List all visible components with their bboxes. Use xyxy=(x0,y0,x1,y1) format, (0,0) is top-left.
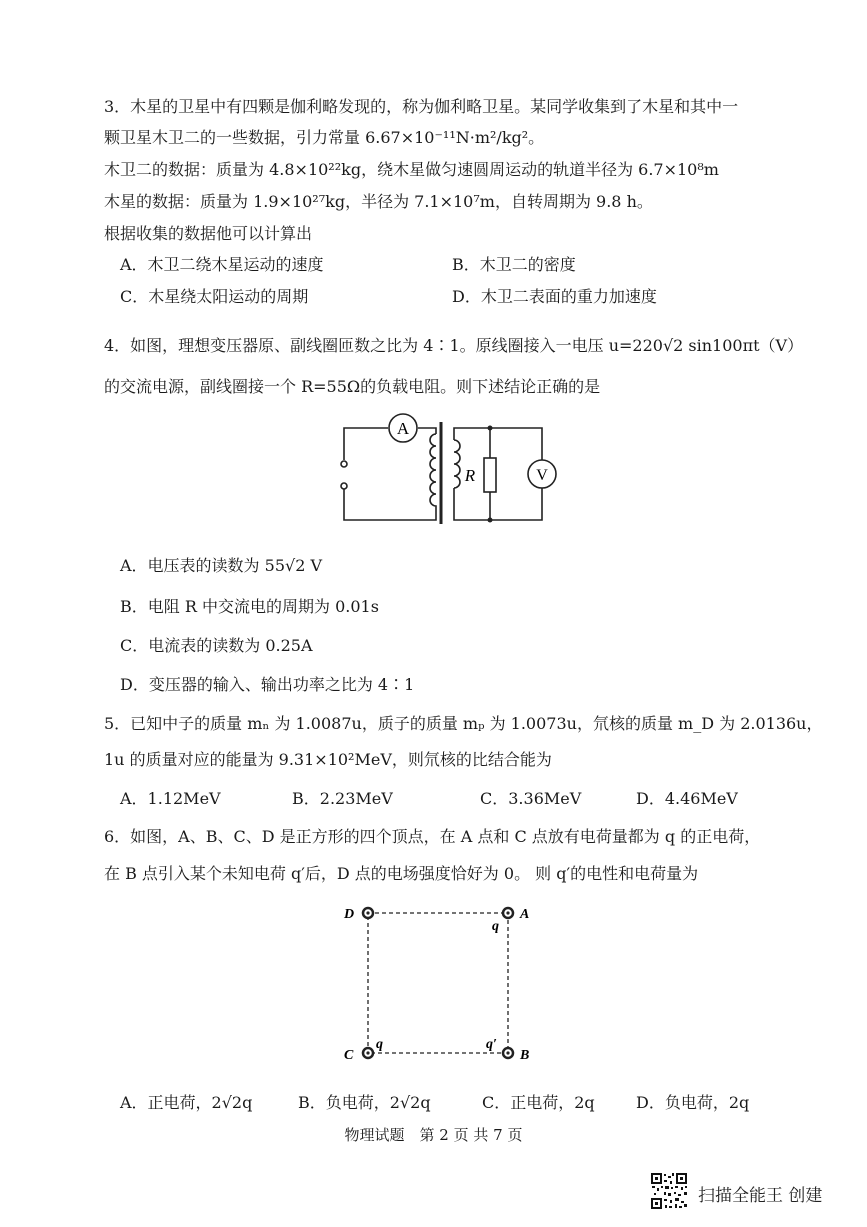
junction-bottom xyxy=(488,518,493,523)
input-terminal-top xyxy=(341,461,347,467)
q6-option-d: D．负电荷，2q xyxy=(636,1093,750,1112)
primary-circuit xyxy=(341,428,436,520)
q4-line-1: 4．如图，理想变压器原、副线圈匝数之比为 4∶1。原线圈接入一电压 u=220√2 sin100πt（V） xyxy=(104,336,804,355)
primary-coil xyxy=(430,434,436,510)
q6-option-b: B．负电荷，2√2q xyxy=(298,1093,431,1112)
q6-option-a: A．正电荷，2√2q xyxy=(120,1093,253,1112)
q5-option-a: A．1.12MeV xyxy=(120,789,221,808)
input-terminal-bottom xyxy=(341,483,347,489)
resistor-symbol xyxy=(484,458,496,492)
q4-option-a: A．电压表的读数为 55√2 V xyxy=(120,556,323,575)
label-a: A xyxy=(520,907,530,922)
q6-line-1: 6．如图，A、B、C、D 是正方形的四个顶点，在 A 点和 C 点放有电荷量都为 q 的正电荷， xyxy=(104,827,761,846)
q3-option-a: A．木卫二绕木星运动的速度 xyxy=(120,255,324,274)
q3-line-5: 根据收集的数据他可以计算出 xyxy=(104,224,313,243)
resistor-label: R xyxy=(464,466,476,485)
junction-top xyxy=(488,426,493,431)
q5-option-d: D．4.46MeV xyxy=(636,789,738,808)
scanner-watermark xyxy=(650,1172,860,1212)
square-outline xyxy=(368,913,508,1053)
label-d: D xyxy=(344,907,355,922)
q4-option-c: C．电流表的读数为 0.25A xyxy=(120,636,313,655)
q3-option-c: C．木星绕太阳运动的周期 xyxy=(120,287,309,306)
q3-option-b: B．木卫二的密度 xyxy=(452,255,576,274)
q3-line-3: 木卫二的数据：质量为 4.8×10²²kg，绕木星做匀速圆周运动的轨道半径为 6.7×10⁸m xyxy=(104,160,719,179)
ammeter-label: A xyxy=(396,419,410,438)
q5-option-c: C．3.36MeV xyxy=(480,789,582,808)
transformer-circuit-diagram xyxy=(330,410,560,530)
q3-line-2: 颗卫星木卫二的一些数据，引力常量 6.67×10⁻¹¹N·m²/kg²。 xyxy=(104,128,545,147)
q4-option-d: D．变压器的输入、输出功率之比为 4∶1 xyxy=(120,675,415,694)
q6-option-c: C．正电荷，2q xyxy=(482,1093,595,1112)
secondary-coil xyxy=(454,440,460,488)
charge-label-b: q′ xyxy=(486,1037,497,1052)
q4-line-2: 的交流电源，副线圈接一个 R=55Ω的负载电阻。则下述结论正确的是 xyxy=(104,377,601,396)
q6-line-2: 在 B 点引入某个未知电荷 q′后，D 点的电场强度恰好为 0。 则 q′的电性和电荷量为 xyxy=(104,864,699,883)
label-b: B xyxy=(520,1048,530,1063)
charge-label-c: q xyxy=(376,1037,383,1052)
q5-line-2: 1u 的质量对应的能量为 9.31×10²MeV，则氘核的比结合能为 xyxy=(104,750,552,769)
q5-line-1: 5．已知中子的质量 mₙ 为 1.0087u，质子的质量 mₚ 为 1.0073u，氘核的质量 m_D 为 2.0136u， xyxy=(104,714,823,733)
watermark-text: 扫描全能王 创建 xyxy=(698,1186,823,1206)
page-footer: 物理试题 第 2 页 共 7 页 xyxy=(344,1126,523,1144)
q5-option-b: B．2.23MeV xyxy=(292,789,393,808)
voltmeter-label: V xyxy=(536,467,548,484)
q3-line-1: 3．木星的卫星中有四颗是伽利略发现的，称为伽利略卫星。某同学收集到了木星和其中一 xyxy=(104,97,739,116)
charge-label-a: q xyxy=(492,919,499,934)
square-charges-diagram xyxy=(330,895,560,1075)
qr-code-icon xyxy=(650,1172,688,1210)
q3-line-4: 木星的数据：质量为 1.9×10²⁷kg，半径为 7.1×10⁷m，自转周期为 9.8 h。 xyxy=(104,192,653,211)
q4-option-b: B．电阻 R 中交流电的周期为 0.01s xyxy=(120,597,379,616)
q3-option-d: D．木卫二表面的重力加速度 xyxy=(452,287,657,306)
label-c: C xyxy=(344,1048,354,1063)
